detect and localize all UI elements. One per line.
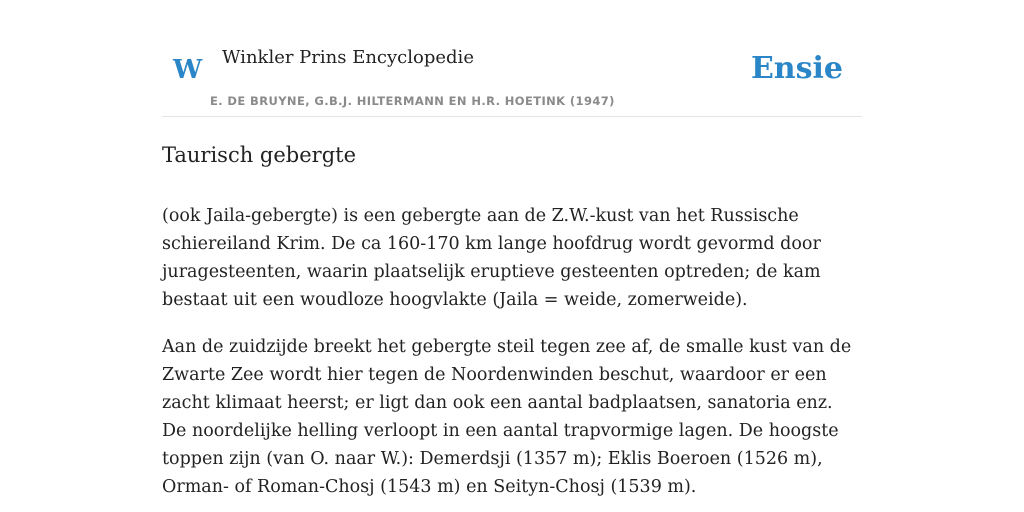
article <box>162 138 862 512</box>
publication-logo[interactable]: W <box>173 55 203 85</box>
article-paragraph: Aan de zuidzijde breekt het gebergte steil tegen zee af, de smalle kust van de Zwarte Zee wordt hier tegen de Noordenwinden beschut, waardoor er een zacht klimaat heerst; er ligt dan ook een aantal badplaatsen, sanatoria enz. De noordelijke helling verloopt in een aantal trapvormige lagen. De hoogste toppen zijn (van O. naar W.): Demerdsji (1357 m); Eklis Boeroen (1526 m), Orman- of Roman-Chosj (1543 m) en Seityn-Chosj (1539 m). <box>162 337 852 497</box>
publication-title[interactable]: Winkler Prins Encyclopedie <box>222 47 474 68</box>
article-paragraph: (ook Jaila-gebergte) is een gebergte aan de Z.W.-kust van het Russische schiereiland Krim. De ca 160-170 km lange hoofdrug wordt gevormd door juragesteenten, waarin plaatselijk eruptieve gesteenten optreden; de kam bestaat uit een woudloze hoogvlakte (Jaila = weide, zomerweide). <box>162 206 821 310</box>
site-header <box>162 0 862 117</box>
article-title: Taurisch gebergte <box>162 143 357 167</box>
publication-authors: E. DE BRUYNE, G.B.J. HILTERMANN EN H.R. HOETINK (1947) <box>210 94 615 108</box>
brand-logo[interactable]: Ensie <box>750 51 843 86</box>
